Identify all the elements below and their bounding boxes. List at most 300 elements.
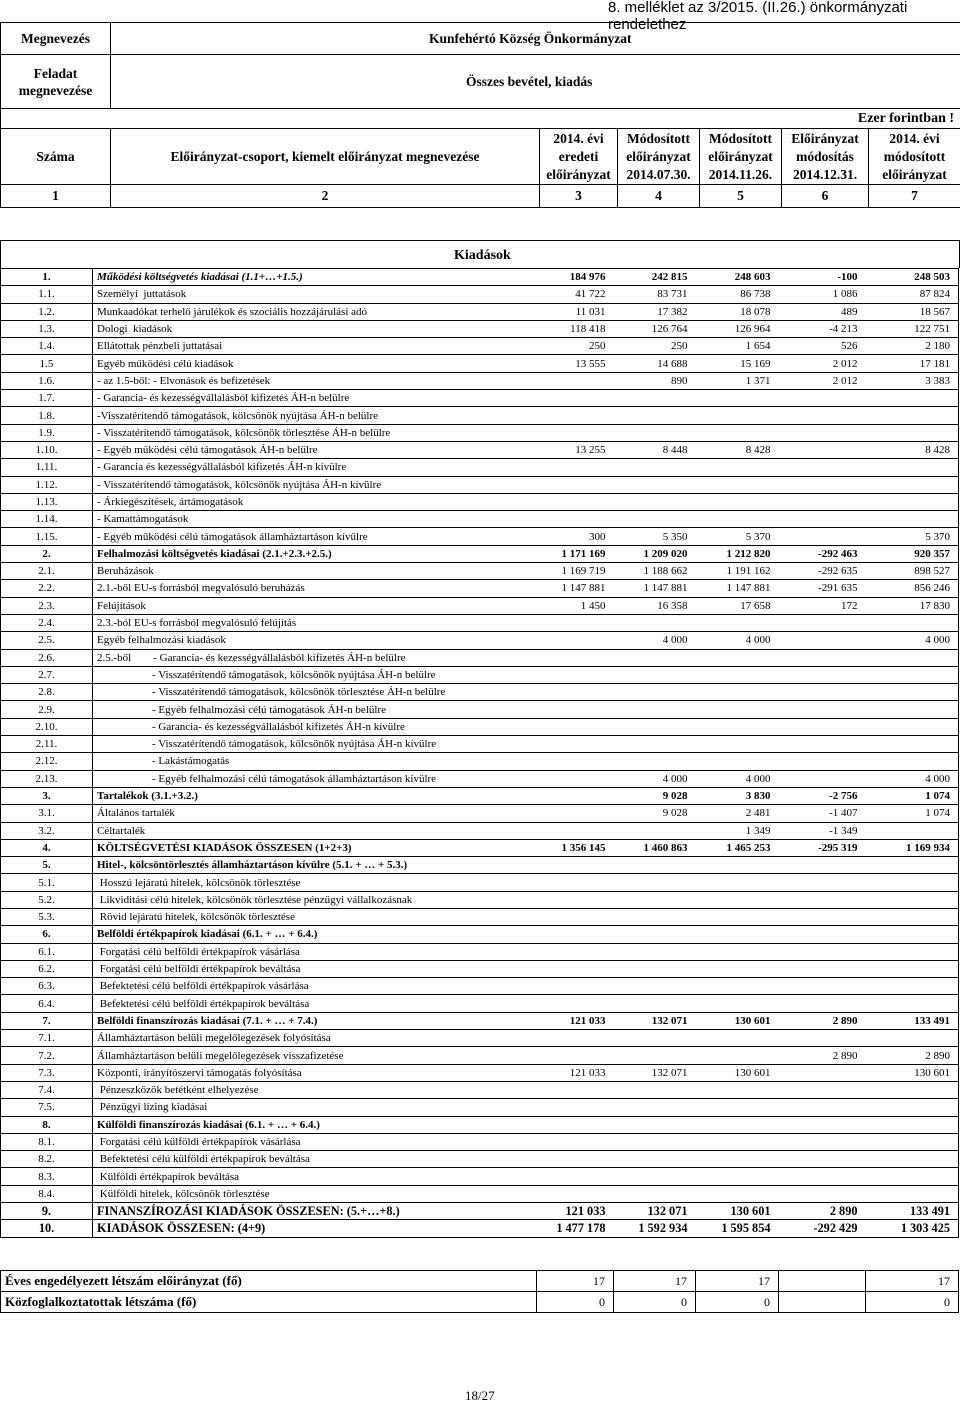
row-number: 1.9. [1, 424, 93, 441]
row-label: - Visszatérítendő támogatások, kölcsönök nyújtása ÁH-n kívülre [93, 476, 537, 493]
row-value-col6 [779, 995, 866, 1012]
table-row [1, 718, 959, 735]
row-value-col5 [696, 1151, 779, 1168]
row-value-col7 [866, 459, 959, 476]
row-value-col4: 242 815 [614, 269, 696, 286]
row-value-col7: 2 890 [866, 1047, 959, 1064]
row-value-col6 [779, 857, 866, 874]
row-value-col6: 526 [779, 338, 866, 355]
row-value-col3: 1 147 881 [537, 580, 614, 597]
row-value-col4 [614, 718, 696, 735]
row-number: 1.10. [1, 441, 93, 458]
col-header-6: Előirányzat módosítás 2014.12.31. [782, 129, 869, 185]
row-value-col5 [696, 1030, 779, 1047]
row-number: 5.2. [1, 891, 93, 908]
row-number: 6. [1, 926, 93, 943]
row-value-col6 [779, 441, 866, 458]
row-number: 8. [1, 1116, 93, 1133]
row-label: Felújítások [93, 597, 537, 614]
row-value-col3: 118 418 [537, 320, 614, 337]
table-row [1, 805, 959, 822]
row-value-col3: 121 033 [537, 1012, 614, 1029]
row-value-col5 [696, 511, 779, 528]
row-label: KIADÁSOK ÖSSZESEN: (4+9) [93, 1220, 537, 1237]
row-number: 7.2. [1, 1047, 93, 1064]
row-value-col4: 16 358 [614, 597, 696, 614]
expense-table-body [1, 269, 959, 1238]
row-value-col5: 5 370 [696, 528, 779, 545]
row-value-col5: 130 601 [696, 1064, 779, 1081]
row-value-col3 [537, 649, 614, 666]
row-number: 1.6. [1, 372, 93, 389]
row-value-col6 [779, 528, 866, 545]
row-value-col3 [537, 1168, 614, 1185]
row-value-col6 [779, 960, 866, 977]
table-row [1, 1220, 959, 1237]
row-label: - Garancia és kezességvállalásból kifizetés ÁH-n kívülre [93, 459, 537, 476]
row-value-col4: 1 209 020 [614, 545, 696, 562]
row-number: 7.1. [1, 1030, 93, 1047]
megnevezes-label: Megnevezés [1, 23, 111, 55]
row-number: 2.8. [1, 684, 93, 701]
row-value-col7 [866, 753, 959, 770]
table-row [1, 1203, 959, 1220]
col-header-group: Előirányzat-csoport, kiemelt előirányzat megnevezése [111, 129, 540, 185]
col-index-4: 4 [618, 185, 700, 208]
row-value-col4 [614, 1116, 696, 1133]
row-value-col5 [696, 476, 779, 493]
row-value-col6 [779, 390, 866, 407]
row-value-col4 [614, 1151, 696, 1168]
row-label: 2.3.-ból EU-s forrásból megvalósuló felújítás [93, 614, 537, 631]
table-row [1, 286, 959, 303]
row-value-col5: 1 371 [696, 372, 779, 389]
row-value-col6 [779, 978, 866, 995]
row-value-col3 [537, 684, 614, 701]
row-number: 8.1. [1, 1133, 93, 1150]
row-value-col5: 8 428 [696, 441, 779, 458]
table-row [1, 1030, 959, 1047]
row-value-col5 [696, 943, 779, 960]
row-number: 2.10. [1, 718, 93, 735]
row-value-col7: 2 180 [866, 338, 959, 355]
row-value-col5 [696, 978, 779, 995]
page-number: 18/27 [465, 1388, 495, 1404]
staff-value-col6 [779, 1271, 866, 1292]
table-row [1, 1151, 959, 1168]
row-value-col5 [696, 908, 779, 925]
staff-table [0, 1270, 959, 1313]
row-number: 2.5. [1, 632, 93, 649]
row-value-col7 [866, 736, 959, 753]
row-value-col7 [866, 718, 959, 735]
table-row [1, 407, 959, 424]
staff-value-col5: 0 [696, 1292, 779, 1313]
row-value-col7: 898 527 [866, 563, 959, 580]
row-label: Külföldi finanszírozás kiadásai (6.1. + … + 6.4.) [93, 1116, 537, 1133]
row-number: 6.4. [1, 995, 93, 1012]
row-value-col7 [866, 822, 959, 839]
row-value-col6 [779, 1030, 866, 1047]
row-value-col6: -291 635 [779, 580, 866, 597]
row-number: 6.1. [1, 943, 93, 960]
table-row [1, 960, 959, 977]
expense-table [0, 268, 959, 1238]
row-label: Beruházások [93, 563, 537, 580]
row-value-col7 [866, 407, 959, 424]
row-value-col5 [696, 390, 779, 407]
row-value-col4 [614, 753, 696, 770]
row-label: - az 1.5-ből: - Elvonások és befizetések [93, 372, 537, 389]
feladat-label: Feladat megnevezése [1, 55, 111, 109]
row-value-col7: 856 246 [866, 580, 959, 597]
appendix-title: 8. melléklet az 3/2015. (II.26.) önkormányzati rendelethez [608, 0, 960, 33]
row-value-col7: 18 567 [866, 303, 959, 320]
row-number: 6.2. [1, 960, 93, 977]
col-index-2: 2 [111, 185, 540, 208]
row-value-col7: 133 491 [866, 1203, 959, 1220]
row-label: Pénzeszközök betétként elhelyezése [93, 1081, 537, 1098]
table-row [1, 390, 959, 407]
row-value-col6 [779, 424, 866, 441]
row-number: 1. [1, 269, 93, 286]
unit-label: Ezer forintban ! [858, 111, 954, 126]
row-value-col6: -292 635 [779, 563, 866, 580]
row-value-col6 [779, 684, 866, 701]
megnevezes-value: Kunfehértó Község Önkormányzat [111, 23, 960, 55]
table-row [1, 839, 959, 856]
unit-label-cell [1, 109, 960, 129]
row-value-col4: 8 448 [614, 441, 696, 458]
table-row [1, 770, 959, 787]
row-value-col4 [614, 908, 696, 925]
row-label: - Visszatérítendő támogatások, kölcsönök nyújtása ÁH-n kívülre [93, 736, 537, 753]
row-value-col5: 1 191 162 [696, 563, 779, 580]
staff-value-col5: 17 [696, 1271, 779, 1292]
header-table [0, 22, 960, 208]
row-value-col4 [614, 960, 696, 977]
row-value-col7 [866, 1133, 959, 1150]
row-label: FINANSZÍROZÁSI KIADÁSOK ÖSSZESEN: (5.+…+8.) [93, 1203, 537, 1220]
row-value-col7 [866, 926, 959, 943]
row-value-col4 [614, 1030, 696, 1047]
row-value-col6 [779, 1081, 866, 1098]
row-value-col4: 9 028 [614, 805, 696, 822]
row-number: 2.1. [1, 563, 93, 580]
row-value-col4: 132 071 [614, 1012, 696, 1029]
table-row [1, 1047, 959, 1064]
row-number: 10. [1, 1220, 93, 1237]
row-value-col3 [537, 805, 614, 822]
row-value-col4 [614, 1081, 696, 1098]
row-value-col5: 18 078 [696, 303, 779, 320]
row-number: 5.3. [1, 908, 93, 925]
row-value-col4: 890 [614, 372, 696, 389]
row-value-col7: 17 181 [866, 355, 959, 372]
table-row [1, 511, 959, 528]
row-value-col7 [866, 1151, 959, 1168]
row-value-col4: 126 764 [614, 320, 696, 337]
row-value-col5 [696, 960, 779, 977]
row-value-col5: 1 654 [696, 338, 779, 355]
row-value-col6: -100 [779, 269, 866, 286]
row-value-col6 [779, 476, 866, 493]
table-row [1, 995, 959, 1012]
row-value-col7: 87 824 [866, 286, 959, 303]
table-row [1, 1116, 959, 1133]
row-number: 1.13. [1, 493, 93, 510]
row-value-col5 [696, 857, 779, 874]
row-value-col3 [537, 1151, 614, 1168]
row-value-col3: 1 171 169 [537, 545, 614, 562]
row-value-col3 [537, 718, 614, 735]
row-value-col3 [537, 1116, 614, 1133]
row-label: Államháztartáson belüli megelőlegezések folyósítása [93, 1030, 537, 1047]
section-title-box [0, 240, 960, 268]
row-value-col7: 130 601 [866, 1064, 959, 1081]
row-value-col6: 489 [779, 303, 866, 320]
row-label: Befektetési célú belföldi értékpapírok beváltása [93, 995, 537, 1012]
row-value-col7: 1 074 [866, 787, 959, 804]
row-value-col5 [696, 1185, 779, 1202]
row-label: Ellátottak pénzbeli juttatásai [93, 338, 537, 355]
row-value-col3: 121 033 [537, 1203, 614, 1220]
row-value-col3 [537, 926, 614, 943]
row-value-col6 [779, 1168, 866, 1185]
row-value-col4 [614, 649, 696, 666]
row-value-col3 [537, 908, 614, 925]
row-value-col5 [696, 614, 779, 631]
row-value-col5 [696, 874, 779, 891]
staff-label: Közfoglalkoztatottak létszáma (fő) [1, 1292, 537, 1313]
row-number: 1.8. [1, 407, 93, 424]
row-value-col7 [866, 666, 959, 683]
row-value-col3 [537, 787, 614, 804]
row-number: 2.7. [1, 666, 93, 683]
row-number: 1.15. [1, 528, 93, 545]
table-row [1, 891, 959, 908]
row-value-col6 [779, 1133, 866, 1150]
row-value-col6: 2 012 [779, 372, 866, 389]
row-value-col7 [866, 1030, 959, 1047]
table-row [1, 1185, 959, 1202]
row-value-col4: 4 000 [614, 770, 696, 787]
row-value-col3: 1 450 [537, 597, 614, 614]
row-value-col7 [866, 1168, 959, 1185]
row-value-col3: 11 031 [537, 303, 614, 320]
table-row [1, 666, 959, 683]
row-value-col4 [614, 493, 696, 510]
table-row [1, 787, 959, 804]
row-value-col4: 132 071 [614, 1064, 696, 1081]
table-row [1, 908, 959, 925]
row-value-col7 [866, 960, 959, 977]
row-number: 2.3. [1, 597, 93, 614]
row-value-col3 [537, 891, 614, 908]
row-value-col3 [537, 459, 614, 476]
table-row [1, 320, 959, 337]
row-number: 5. [1, 857, 93, 874]
row-value-col7 [866, 857, 959, 874]
col-index-5: 5 [700, 185, 782, 208]
row-value-col3 [537, 874, 614, 891]
row-value-col7: 133 491 [866, 1012, 959, 1029]
row-value-col6 [779, 493, 866, 510]
col-header-szama: Száma [1, 129, 111, 185]
row-value-col5 [696, 649, 779, 666]
row-value-col4 [614, 701, 696, 718]
row-value-col7: 920 357 [866, 545, 959, 562]
row-value-col6: 2 890 [779, 1012, 866, 1029]
row-value-col5 [696, 995, 779, 1012]
row-value-col5: 4 000 [696, 632, 779, 649]
row-label: Belföldi értékpapírok kiadásai (6.1. + … + 6.4.) [93, 926, 537, 943]
row-value-col4 [614, 1185, 696, 1202]
row-label: 2.5.-ből - Garancia- és kezességvállalásból kifizetés ÁH-n belülre [93, 649, 537, 666]
staff-label: Éves engedélyezett létszám előirányzat (fő) [1, 1271, 537, 1292]
row-value-col5 [696, 701, 779, 718]
staff-value-col3: 0 [537, 1292, 614, 1313]
row-value-col3 [537, 1081, 614, 1098]
row-value-col7: 5 370 [866, 528, 959, 545]
row-value-col6 [779, 1064, 866, 1081]
col-header-7: 2014. évi módosított előirányzat [869, 129, 960, 185]
row-number: 2.6. [1, 649, 93, 666]
row-value-col6 [779, 736, 866, 753]
row-number: 2. [1, 545, 93, 562]
row-value-col7: 1 074 [866, 805, 959, 822]
row-label: - Visszatérítendő támogatások, kölcsönök nyújtása ÁH-n belülre [93, 666, 537, 683]
row-label: Külföldi hitelek, kölcsönök törlesztése [93, 1185, 537, 1202]
row-value-col6: -292 429 [779, 1220, 866, 1237]
row-value-col6 [779, 666, 866, 683]
table-row [1, 632, 959, 649]
row-value-col7 [866, 614, 959, 631]
section-title: Kiadások [454, 248, 511, 264]
row-label: Hosszú lejáratú hitelek, kölcsönök törlesztése [93, 874, 537, 891]
row-value-col6 [779, 649, 866, 666]
row-value-col3 [537, 701, 614, 718]
row-value-col7 [866, 476, 959, 493]
row-value-col6 [779, 943, 866, 960]
row-value-col3 [537, 1185, 614, 1202]
row-number: 9. [1, 1203, 93, 1220]
row-number: 6.3. [1, 978, 93, 995]
col-index-3: 3 [540, 185, 618, 208]
table-row [1, 528, 959, 545]
row-label: - Árkiegészítések, ártámogatások [93, 493, 537, 510]
row-label: Befektetési célú külföldi értékpapírok beváltása [93, 1151, 537, 1168]
row-value-col3 [537, 1133, 614, 1150]
row-value-col5: 15 169 [696, 355, 779, 372]
table-row [1, 978, 959, 995]
row-value-col6 [779, 908, 866, 925]
row-value-col6 [779, 926, 866, 943]
row-value-col6 [779, 511, 866, 528]
row-value-col5 [696, 1168, 779, 1185]
row-value-col5: 1 595 854 [696, 1220, 779, 1237]
table-row [1, 822, 959, 839]
row-value-col4 [614, 666, 696, 683]
row-value-col3 [537, 1099, 614, 1116]
row-value-col7 [866, 943, 959, 960]
table-row [1, 857, 959, 874]
row-value-col4 [614, 822, 696, 839]
row-label: Egyéb felhalmozási kiadások [93, 632, 537, 649]
row-value-col7: 4 000 [866, 632, 959, 649]
row-label: Államháztartáson belüli megelőlegezések visszafizetése [93, 1047, 537, 1064]
table-row [1, 355, 959, 372]
row-value-col6: -4 213 [779, 320, 866, 337]
table-row [1, 874, 959, 891]
row-number: 1.5 [1, 355, 93, 372]
row-value-col5: 130 601 [696, 1203, 779, 1220]
row-value-col6: 2 890 [779, 1047, 866, 1064]
table-row [1, 701, 959, 718]
row-value-col5: 1 349 [696, 822, 779, 839]
row-value-col3 [537, 770, 614, 787]
row-value-col6 [779, 874, 866, 891]
row-number: 2.2. [1, 580, 93, 597]
table-row [1, 926, 959, 943]
staff-value-col4: 17 [614, 1271, 696, 1292]
row-label: Rövid lejáratú hitelek, kölcsönök törlesztése [93, 908, 537, 925]
row-value-col3 [537, 736, 614, 753]
row-value-col4 [614, 684, 696, 701]
row-value-col7 [866, 908, 959, 925]
row-value-col5 [696, 407, 779, 424]
row-value-col6: -292 463 [779, 545, 866, 562]
row-value-col5 [696, 926, 779, 943]
row-label: Tartalékok (3.1.+3.2.) [93, 787, 537, 804]
row-value-col6 [779, 407, 866, 424]
col-index-6: 6 [782, 185, 869, 208]
row-number: 1.1. [1, 286, 93, 303]
col-index-1: 1 [1, 185, 111, 208]
row-value-col5: 248 603 [696, 269, 779, 286]
table-row [1, 943, 959, 960]
row-value-col3: 300 [537, 528, 614, 545]
row-value-col7 [866, 891, 959, 908]
row-value-col7 [866, 978, 959, 995]
row-value-col3 [537, 960, 614, 977]
row-value-col4: 132 071 [614, 1203, 696, 1220]
row-value-col3 [537, 753, 614, 770]
row-value-col6: -1 407 [779, 805, 866, 822]
row-value-col3 [537, 476, 614, 493]
table-row [1, 736, 959, 753]
row-value-col3 [537, 424, 614, 441]
staff-value-col3: 17 [537, 1271, 614, 1292]
row-value-col3 [537, 493, 614, 510]
row-value-col4: 5 350 [614, 528, 696, 545]
row-value-col4 [614, 511, 696, 528]
row-value-col5 [696, 684, 779, 701]
table-row [1, 684, 959, 701]
row-label: Működési költségvetés kiadásai (1.1+…+1.5.) [93, 269, 537, 286]
row-value-col5: 1 465 253 [696, 839, 779, 856]
row-label: Személyi juttatások [93, 286, 537, 303]
row-label: Forgatási célú belföldi értékpapírok vásárlása [93, 943, 537, 960]
row-number: 1.7. [1, 390, 93, 407]
row-label: - Garancia- és kezességvállalásból kifizetés ÁH-n kívülre [93, 718, 537, 735]
row-label: Hitel-, kölcsöntörlesztés államháztartáson kívülre (5.1. + … + 5.3.) [93, 857, 537, 874]
row-number: 2.4. [1, 614, 93, 631]
table-row [1, 1064, 959, 1081]
row-label: Céltartalék [93, 822, 537, 839]
table-row [1, 563, 959, 580]
row-number: 1.12. [1, 476, 93, 493]
